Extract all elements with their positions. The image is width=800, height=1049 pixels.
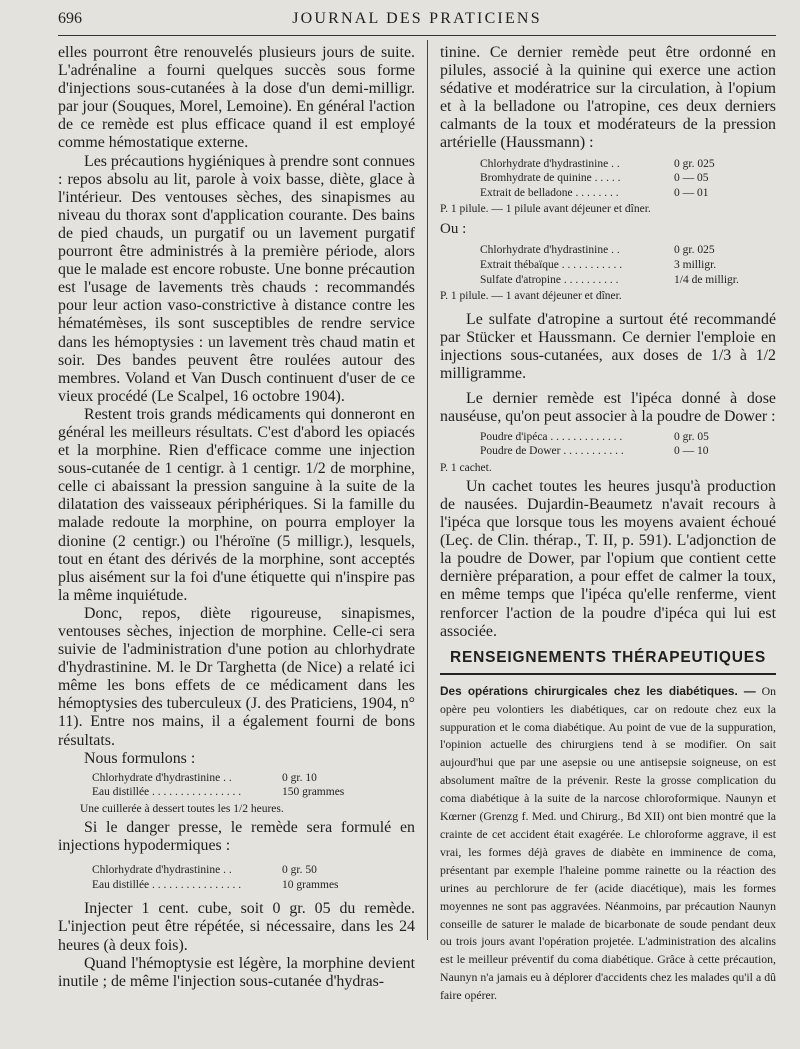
ingredient: Chlorhydrate d'hydrastinine . . <box>480 157 620 170</box>
ingredient: Poudre d'ipéca . . . . . . . . . . . . . <box>480 430 623 443</box>
ingredient-dose: 150 grammes <box>282 786 345 799</box>
ingredient-dose: 0 — 01 <box>674 186 709 199</box>
ingredient-dose: 3 milligr. <box>674 258 717 271</box>
header-rule <box>58 35 776 36</box>
right-column <box>440 44 776 1005</box>
ingredient-dose: 0 gr. 10 <box>282 771 317 784</box>
formula-row <box>480 273 776 288</box>
ingredient-dose: 10 grammes <box>282 878 339 891</box>
formula-note: Une cuillerée à dessert toutes les 1/2 heures. <box>80 802 284 815</box>
formula-row <box>480 444 776 459</box>
ingredient: Eau distillée . . . . . . . . . . . . . . . . <box>92 786 242 799</box>
journal-title: JOURNAL DES PRATICIENS <box>292 10 542 27</box>
formula-row <box>92 785 415 800</box>
right-paragraph-3: Le dernier remède est l'ipéca donné à dose nauséuse, qu'on peut associer à la poudre de Dower : <box>440 389 776 425</box>
column-divider <box>427 40 428 940</box>
ingredient-dose: 0 gr. 025 <box>674 244 715 257</box>
ingredient-dose: 0 — 10 <box>674 445 709 458</box>
left-paragraph-8: Quand l'hémoptysie est légère, la morphine devient inutile ; de même l'injection sous-cutanée d'hydras- <box>58 954 415 990</box>
left-column <box>58 44 415 991</box>
left-paragraph-7: Injecter 1 cent. cube, soit 0 gr. 05 du remède. L'injection peut être répétée, si nécessaire, dans les 24 heures (à deux fois). <box>58 900 415 954</box>
left-paragraph-4: Donc, repos, diète rigoureuse, sinapismes, ventouses sèches, injection de morphine. Celle-ci sera suivie de l'administration d'une potion au chlorhydrate d'hydrastinine. M. le Dr Targhetta (de Nice) a relaté ici même les bons effets de ce médicament dans les hémoptysies des tuberculeux (J. des Praticiens, 1904, n° 11). Entre nos mains, il a également fourni de bons résultats. <box>58 604 415 749</box>
formula-row <box>92 878 415 893</box>
formula-row <box>92 863 415 878</box>
ingredient-dose: 0 gr. 025 <box>674 157 715 170</box>
right-paragraph-2: Le sulfate d'atropine a surtout été recommandé par Stücker et Haussmann. Ce dernier l'emploie en injections sous-cutanées, aux doses de 1/3 à 1/2 milligramme. <box>440 311 776 383</box>
alternative-label: Ou : <box>440 221 467 238</box>
ingredient: Chlorhydrate d'hydrastinine . . <box>92 864 232 877</box>
therapeutic-note <box>440 683 776 1005</box>
formula-row <box>480 243 776 258</box>
left-paragraph-3: Restent trois grands médicaments qui donneront en général les meilleurs résultats. C'est d'abord les opiacés et la morphine. Rien d'efficace comme une injection sous-cutanée de 1 centigr. à 1 centigr. 1/2 de morphine, celle ci abaissant la pression sanguine à la suite de la dilatation des vaisseaux périphériques. Si la famille du malade redoute la morphine, on pourra employer la dionine (2 centigr.) ou l'héroïne (5 milligr.), lesquels, tout en étant des dérivés de la morphine, sont acceptés plus aisément sur la foi d'une étiquette qui n'inspire pas la même inquiétude. <box>58 405 415 604</box>
left-paragraph-5: Nous formulons : <box>84 749 196 767</box>
formula-cachet <box>440 430 776 459</box>
left-paragraph-1: elles pourront être renouvelés plusieurs jours de suite. L'adrénaline a fourni quelques succès sous forme d'injections sous-cutanées à la dose d'un demi-milligr. par jour (Souques, Morel, Lemoine). En général l'action de ce remède est plus efficace quand il est employé comme hémostatique externe. <box>58 44 415 152</box>
section-title: RENSEIGNEMENTS THÉRAPEUTIQUES <box>449 648 766 666</box>
left-paragraph-2: Les précautions hygiéniques à prendre sont connues : repos absolu au lit, parole à voix basse, diète, glace à l'intérieur. Des ventouses sèches, des sinapismes au niveau du thorax sont d'application courante. Des bains de pied chauds, un purgatif ou un lavement purgatif pourront être administrés à la première période, alors que le malade est encore robuste. Une bonne précaution est l'usage de lavements très chauds : recommandés pour leur action vaso-constrictive à distance contre les hématémèses, ils sont susceptibles de rendre service dans les hémoptysies : un lavement très chaud matin et soir. Des bandes peuvent être roulées autour des membres. Voland et Van Dusch continuent d'user de ce vieux procédé (Le Scalpel, 16 octobre 1904). <box>58 152 415 405</box>
ingredient-dose: 0 — 05 <box>674 172 709 185</box>
formula-row <box>480 171 776 186</box>
formula-row <box>480 258 776 273</box>
section-rule <box>440 673 776 675</box>
ingredient: Poudre de Dower . . . . . . . . . . . <box>480 445 624 458</box>
formula-row <box>92 771 415 786</box>
ingredient-dose: 1/4 de milligr. <box>674 273 739 286</box>
formula-note: P. 1 cachet. <box>440 461 492 474</box>
formula-row <box>480 157 776 172</box>
formula-row <box>480 430 776 445</box>
therapeutic-note-body: On opère peu volontiers les diabétiques, car on redoute chez eux la suppuration et le coma diabétique. Au point de vue de la suppuration, l'opinion actuelle des chirurgiens tend à se modifier. On sait aujourd'hui que par une asepsie ou une antisepsie soigneuse, on est absolument maître de la prévenir. Reste la grosse complication du coma diabétique à la suite de la narcose chloroformique. Naunyn et Kœrner (Grenzg f. Med. und Chirurg., Bd XII) ont bien montré que la crainte de cet accident était exagérée. Le chloroforme aggrave, il est vrai, les formes déjà graves de diabète en imminence de coma, présentant par exemple l'haleine pomme rainette ou la réaction des urines au perchlorure de fer (acide diacétique), mais les formes moyennes ne sont pas aggravées. Néanmoins, par précaution Naunyn conseille de saturer le malade de bicarbonate de soude pendant deux ou trois jours avant l'opération projetée. L'administration des alcalins est le meilleur préventif du coma diabétique. Grâce à cette précaution, Naunyn n'a jamais eu à déplorer d'accidents chez les malades qu'il a dû faire opérer. <box>440 683 776 1003</box>
right-paragraph-1: tinine. Ce dernier remède peut être ordonné en pilules, associé à la quinine qui exerce une action sédative et modératrice sur la circulation, à l'opium et à la belladone ou l'atropine, ces deux derniers calmants de la toux et modérateurs de la pression artérielle (Haussmann) : <box>440 44 776 152</box>
ingredient-dose: 0 gr. 50 <box>282 864 317 877</box>
ingredient-dose: 0 gr. 05 <box>674 430 709 443</box>
ingredient: Extrait thébaïque . . . . . . . . . . . <box>480 258 623 271</box>
page-number: 696 <box>58 10 82 27</box>
therapeutic-note-title: Des opérations chirurgicales chez les diabétiques. — <box>440 683 756 698</box>
ingredient: Bromhydrate de quinine . . . . . <box>480 172 621 185</box>
ingredient: Chlorhydrate d'hydrastinine . . <box>92 771 232 784</box>
left-paragraph-6: Si le danger presse, le remède sera formulé en injections hypodermiques : <box>58 818 415 855</box>
formula-note: P. 1 pilule. — 1 pilule avant déjeuner et dîner. <box>440 203 651 216</box>
ingredient: Chlorhydrate d'hydrastinine . . <box>480 244 620 257</box>
formula-note: P. 1 pilule. — 1 avant déjeuner et dîner. <box>440 290 622 303</box>
ingredient: Eau distillée . . . . . . . . . . . . . . . . <box>92 878 242 891</box>
formula-pills-2 <box>440 243 776 287</box>
formula-potion <box>58 771 415 800</box>
ingredient: Extrait de belladone . . . . . . . . <box>480 186 619 199</box>
right-paragraph-4: Un cachet toutes les heures jusqu'à production de nausées. Dujardin-Beaumetz n'avait recours à l'ipéca que lorsque tous les moyens avaient échoué (Leç. de Clin. thérap., T. II, p. 591). L'adjonction de la poudre de Dower, par l'opium que contient cette dernière préparation, a pour effet de calmer la toux, en même temps que l'ipéca qu'elle renferme, vient renforcer l'action de la poudre d'ipéca qui lui est associée. <box>440 477 776 640</box>
page-header <box>58 10 776 34</box>
ingredient: Sulfate d'atropine . . . . . . . . . . <box>480 273 619 286</box>
formula-row <box>480 186 776 201</box>
formula-pills-1 <box>440 157 776 201</box>
formula-injection <box>58 863 415 892</box>
